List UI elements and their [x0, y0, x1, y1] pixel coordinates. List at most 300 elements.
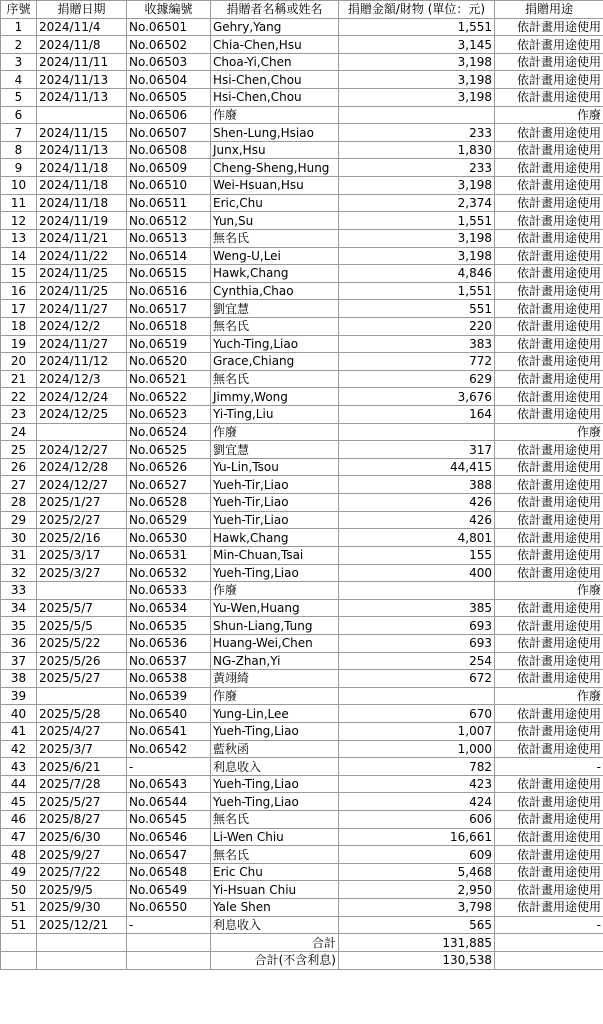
- cell-date: 2024/11/13: [37, 71, 127, 89]
- cell-seq: 10: [1, 177, 37, 195]
- cell-date: 2025/12/21: [37, 916, 127, 934]
- cell-usage: 作廢: [495, 423, 603, 441]
- cell-seq: 3: [1, 53, 37, 71]
- cell-date: 2024/11/18: [37, 177, 127, 195]
- cell-date: 2024/11/11: [37, 53, 127, 71]
- cell-seq: 17: [1, 300, 37, 318]
- cell-usage: 作廢: [495, 106, 603, 124]
- cell-amount: 423: [339, 775, 495, 793]
- cell-seq: 4: [1, 71, 37, 89]
- cell-receipt: No.06512: [127, 212, 211, 230]
- cell-usage: 依計畫用途使用: [495, 229, 603, 247]
- table-row: [1, 811, 603, 829]
- cell-usage: 作廢: [495, 582, 603, 600]
- table-row: [1, 353, 603, 371]
- cell-receipt: No.06505: [127, 89, 211, 107]
- cell-seq: 49: [1, 863, 37, 881]
- cell-seq: 25: [1, 441, 37, 459]
- table-row: [1, 722, 603, 740]
- cell-donor: NG-Zhan,Yi: [211, 652, 339, 670]
- cell-usage: 依計畫用途使用: [495, 863, 603, 881]
- cell-donor: Hsi-Chen,Chou: [211, 89, 339, 107]
- cell-seq: 32: [1, 564, 37, 582]
- empty-cell: [1, 951, 37, 969]
- cell-donor: Min-Chuan,Tsai: [211, 546, 339, 564]
- cell-seq: 33: [1, 582, 37, 600]
- cell-seq: 46: [1, 811, 37, 829]
- cell-date: 2024/11/13: [37, 89, 127, 107]
- cell-date: 2024/12/27: [37, 476, 127, 494]
- table-row: [1, 335, 603, 353]
- cell-seq: 35: [1, 617, 37, 635]
- cell-receipt: No.06550: [127, 899, 211, 917]
- cell-amount: 3,198: [339, 71, 495, 89]
- cell-receipt: No.06541: [127, 722, 211, 740]
- cell-date: 2025/6/30: [37, 828, 127, 846]
- cell-donor: Yu-Wen,Huang: [211, 599, 339, 617]
- cell-amount: 3,198: [339, 229, 495, 247]
- cell-donor: 作廢: [211, 423, 339, 441]
- header-seq: 序號: [1, 1, 37, 19]
- cell-amount: 3,198: [339, 53, 495, 71]
- table-row: [1, 863, 603, 881]
- cell-receipt: No.06503: [127, 53, 211, 71]
- cell-amount: 424: [339, 793, 495, 811]
- cell-receipt: No.06522: [127, 388, 211, 406]
- table-row: [1, 265, 603, 283]
- cell-amount: 3,198: [339, 177, 495, 195]
- cell-donor: Jimmy,Wong: [211, 388, 339, 406]
- cell-usage: 依計畫用途使用: [495, 317, 603, 335]
- cell-receipt: No.06535: [127, 617, 211, 635]
- cell-amount: 3,798: [339, 899, 495, 917]
- cell-usage: 依計畫用途使用: [495, 194, 603, 212]
- cell-date: 2025/5/28: [37, 705, 127, 723]
- cell-date: 2024/12/27: [37, 441, 127, 459]
- cell-seq: 12: [1, 212, 37, 230]
- table-row: [1, 229, 603, 247]
- cell-donor: Yung-Lin,Lee: [211, 705, 339, 723]
- cell-seq: 50: [1, 881, 37, 899]
- cell-seq: 43: [1, 758, 37, 776]
- cell-amount: 609: [339, 846, 495, 864]
- cell-date: [37, 106, 127, 124]
- empty-cell: [495, 951, 603, 969]
- cell-receipt: No.06513: [127, 229, 211, 247]
- cell-date: 2025/5/5: [37, 617, 127, 635]
- cell-amount: 233: [339, 124, 495, 142]
- cell-donor: Wei-Hsuan,Hsu: [211, 177, 339, 195]
- cell-receipt: No.06501: [127, 18, 211, 36]
- cell-receipt: No.06540: [127, 705, 211, 723]
- cell-date: 2025/7/28: [37, 775, 127, 793]
- cell-amount: 388: [339, 476, 495, 494]
- cell-usage: 依計畫用途使用: [495, 617, 603, 635]
- table-row: [1, 89, 603, 107]
- cell-date: 2024/11/25: [37, 265, 127, 283]
- cell-date: 2025/2/27: [37, 511, 127, 529]
- table-row: [1, 423, 603, 441]
- cell-usage: 依計畫用途使用: [495, 881, 603, 899]
- cell-seq: 44: [1, 775, 37, 793]
- cell-amount: 385: [339, 599, 495, 617]
- cell-date: 2025/3/7: [37, 740, 127, 758]
- table-row: [1, 124, 603, 142]
- table-row: [1, 546, 603, 564]
- table-row: [1, 775, 603, 793]
- table-row: [1, 899, 603, 917]
- cell-receipt: No.06548: [127, 863, 211, 881]
- cell-donor: Yi-Hsuan Chiu: [211, 881, 339, 899]
- cell-donor: Gehry,Yang: [211, 18, 339, 36]
- cell-usage: 依計畫用途使用: [495, 828, 603, 846]
- cell-receipt: No.06527: [127, 476, 211, 494]
- cell-usage: 依計畫用途使用: [495, 159, 603, 177]
- cell-seq: 38: [1, 670, 37, 688]
- cell-donor: Yuch-Ting,Liao: [211, 335, 339, 353]
- cell-donor: 無名氏: [211, 229, 339, 247]
- cell-date: 2025/2/16: [37, 529, 127, 547]
- cell-usage: 依計畫用途使用: [495, 846, 603, 864]
- cell-date: 2025/5/26: [37, 652, 127, 670]
- cell-seq: 21: [1, 370, 37, 388]
- table-row: [1, 740, 603, 758]
- cell-date: 2024/12/25: [37, 406, 127, 424]
- cell-date: 2025/5/22: [37, 634, 127, 652]
- table-row: [1, 159, 603, 177]
- total-amount: 130,538: [339, 951, 495, 969]
- cell-date: 2025/4/27: [37, 722, 127, 740]
- cell-receipt: No.06518: [127, 317, 211, 335]
- cell-donor: Yueh-Tir,Liao: [211, 511, 339, 529]
- cell-donor: Hawk,Chang: [211, 265, 339, 283]
- empty-cell: [127, 934, 211, 952]
- cell-donor: 黃翊綺: [211, 670, 339, 688]
- cell-date: 2024/11/27: [37, 335, 127, 353]
- cell-receipt: No.06515: [127, 265, 211, 283]
- total-row: [1, 951, 603, 969]
- table-row: [1, 141, 603, 159]
- table-row: [1, 388, 603, 406]
- cell-amount: 426: [339, 511, 495, 529]
- cell-receipt: No.06536: [127, 634, 211, 652]
- cell-amount: 1,000: [339, 740, 495, 758]
- cell-seq: 27: [1, 476, 37, 494]
- cell-seq: 51: [1, 899, 37, 917]
- cell-amount: 233: [339, 159, 495, 177]
- cell-usage: 依計畫用途使用: [495, 775, 603, 793]
- cell-usage: 作廢: [495, 687, 603, 705]
- cell-receipt: No.06538: [127, 670, 211, 688]
- cell-receipt: No.06534: [127, 599, 211, 617]
- cell-seq: 19: [1, 335, 37, 353]
- cell-date: 2025/7/22: [37, 863, 127, 881]
- table-row: [1, 634, 603, 652]
- cell-date: 2024/11/27: [37, 300, 127, 318]
- cell-amount: 551: [339, 300, 495, 318]
- cell-amount: 672: [339, 670, 495, 688]
- cell-usage: 依計畫用途使用: [495, 36, 603, 54]
- cell-usage: 依計畫用途使用: [495, 370, 603, 388]
- cell-receipt: No.06526: [127, 458, 211, 476]
- cell-seq: 13: [1, 229, 37, 247]
- cell-usage: 依計畫用途使用: [495, 335, 603, 353]
- cell-amount: 426: [339, 494, 495, 512]
- cell-receipt: No.06521: [127, 370, 211, 388]
- cell-amount: 629: [339, 370, 495, 388]
- cell-receipt: No.06529: [127, 511, 211, 529]
- cell-donor: Cheng-Sheng,Hung: [211, 159, 339, 177]
- cell-amount: 3,145: [339, 36, 495, 54]
- table-row: [1, 194, 603, 212]
- header-usage: 捐贈用途: [495, 1, 603, 19]
- cell-date: 2025/9/30: [37, 899, 127, 917]
- cell-amount: 155: [339, 546, 495, 564]
- cell-date: 2024/11/15: [37, 124, 127, 142]
- cell-usage: 依計畫用途使用: [495, 282, 603, 300]
- cell-donor: 作廢: [211, 106, 339, 124]
- total-row: [1, 934, 603, 952]
- cell-receipt: No.06506: [127, 106, 211, 124]
- cell-receipt: No.06523: [127, 406, 211, 424]
- cell-receipt: No.06525: [127, 441, 211, 459]
- table-row: [1, 441, 603, 459]
- cell-amount: 383: [339, 335, 495, 353]
- cell-seq: 40: [1, 705, 37, 723]
- cell-receipt: No.06532: [127, 564, 211, 582]
- table-row: [1, 828, 603, 846]
- table-row: [1, 406, 603, 424]
- table-row: [1, 793, 603, 811]
- cell-usage: 依計畫用途使用: [495, 247, 603, 265]
- cell-amount: 4,846: [339, 265, 495, 283]
- cell-amount: [339, 106, 495, 124]
- cell-seq: 41: [1, 722, 37, 740]
- cell-seq: 26: [1, 458, 37, 476]
- cell-receipt: No.06545: [127, 811, 211, 829]
- cell-date: [37, 687, 127, 705]
- table-row: [1, 106, 603, 124]
- cell-receipt: No.06510: [127, 177, 211, 195]
- cell-amount: 772: [339, 353, 495, 371]
- cell-seq: 37: [1, 652, 37, 670]
- cell-usage: 依計畫用途使用: [495, 18, 603, 36]
- table-row: [1, 300, 603, 318]
- cell-amount: 4,801: [339, 529, 495, 547]
- cell-donor: 藍秋函: [211, 740, 339, 758]
- total-amount: 131,885: [339, 934, 495, 952]
- cell-amount: 254: [339, 652, 495, 670]
- cell-date: 2024/11/22: [37, 247, 127, 265]
- table-row: [1, 212, 603, 230]
- cell-amount: 1,007: [339, 722, 495, 740]
- cell-donor: 利息收入: [211, 758, 339, 776]
- cell-donor: Li-Wen Chiu: [211, 828, 339, 846]
- table-row: [1, 494, 603, 512]
- cell-amount: [339, 687, 495, 705]
- header-donor: 捐贈者名稱或姓名: [211, 1, 339, 19]
- cell-usage: 依計畫用途使用: [495, 634, 603, 652]
- cell-receipt: No.06539: [127, 687, 211, 705]
- cell-donor: 無名氏: [211, 846, 339, 864]
- header-receipt: 收據編號: [127, 1, 211, 19]
- cell-amount: 606: [339, 811, 495, 829]
- empty-cell: [127, 951, 211, 969]
- cell-date: 2024/11/18: [37, 159, 127, 177]
- table-body: [1, 18, 603, 934]
- cell-amount: 670: [339, 705, 495, 723]
- cell-usage: 依計畫用途使用: [495, 300, 603, 318]
- cell-donor: 無名氏: [211, 811, 339, 829]
- cell-usage: -: [495, 758, 603, 776]
- cell-amount: 164: [339, 406, 495, 424]
- cell-seq: 39: [1, 687, 37, 705]
- cell-seq: 36: [1, 634, 37, 652]
- cell-amount: 317: [339, 441, 495, 459]
- total-label: 合計(不含利息): [211, 951, 339, 969]
- cell-usage: 依計畫用途使用: [495, 811, 603, 829]
- cell-usage: 依計畫用途使用: [495, 353, 603, 371]
- cell-seq: 5: [1, 89, 37, 107]
- cell-date: 2024/12/24: [37, 388, 127, 406]
- cell-receipt: No.06542: [127, 740, 211, 758]
- cell-amount: 5,468: [339, 863, 495, 881]
- cell-donor: Cynthia,Chao: [211, 282, 339, 300]
- cell-date: 2024/11/19: [37, 212, 127, 230]
- cell-donor: 無名氏: [211, 317, 339, 335]
- cell-usage: 依計畫用途使用: [495, 652, 603, 670]
- cell-amount: [339, 582, 495, 600]
- cell-date: 2024/11/25: [37, 282, 127, 300]
- cell-seq: 9: [1, 159, 37, 177]
- cell-donor: Shen-Lung,Hsiao: [211, 124, 339, 142]
- cell-seq: 22: [1, 388, 37, 406]
- cell-receipt: No.06508: [127, 141, 211, 159]
- cell-date: 2024/11/21: [37, 229, 127, 247]
- cell-date: 2024/11/18: [37, 194, 127, 212]
- cell-donor: 劉宜慧: [211, 441, 339, 459]
- table-row: [1, 476, 603, 494]
- table-row: [1, 71, 603, 89]
- table-row: [1, 705, 603, 723]
- cell-receipt: No.06511: [127, 194, 211, 212]
- cell-usage: 依計畫用途使用: [495, 89, 603, 107]
- cell-receipt: No.06524: [127, 423, 211, 441]
- cell-receipt: No.06547: [127, 846, 211, 864]
- header-row: [1, 1, 603, 19]
- cell-amount: 400: [339, 564, 495, 582]
- cell-seq: 34: [1, 599, 37, 617]
- table-row: [1, 617, 603, 635]
- table-row: [1, 458, 603, 476]
- cell-seq: 51: [1, 916, 37, 934]
- cell-receipt: No.06520: [127, 353, 211, 371]
- table-row: [1, 53, 603, 71]
- cell-receipt: No.06519: [127, 335, 211, 353]
- cell-donor: Yueh-Ting,Liao: [211, 775, 339, 793]
- header-date: 捐贈日期: [37, 1, 127, 19]
- cell-usage: 依計畫用途使用: [495, 899, 603, 917]
- cell-seq: 20: [1, 353, 37, 371]
- cell-amount: 693: [339, 634, 495, 652]
- table-row: [1, 652, 603, 670]
- cell-seq: 23: [1, 406, 37, 424]
- table-row: [1, 670, 603, 688]
- cell-seq: 45: [1, 793, 37, 811]
- cell-amount: 3,198: [339, 89, 495, 107]
- cell-donor: 作廢: [211, 582, 339, 600]
- cell-receipt: No.06546: [127, 828, 211, 846]
- cell-date: 2024/12/2: [37, 317, 127, 335]
- empty-cell: [1, 934, 37, 952]
- table-row: [1, 370, 603, 388]
- cell-receipt: No.06530: [127, 529, 211, 547]
- cell-date: 2024/11/4: [37, 18, 127, 36]
- cell-donor: Yun,Su: [211, 212, 339, 230]
- cell-usage: 依計畫用途使用: [495, 494, 603, 512]
- cell-seq: 24: [1, 423, 37, 441]
- cell-usage: 依計畫用途使用: [495, 476, 603, 494]
- cell-seq: 1: [1, 18, 37, 36]
- cell-usage: 依計畫用途使用: [495, 511, 603, 529]
- cell-amount: 1,551: [339, 282, 495, 300]
- cell-usage: 依計畫用途使用: [495, 529, 603, 547]
- table-row: [1, 564, 603, 582]
- cell-receipt: No.06528: [127, 494, 211, 512]
- cell-receipt: No.06514: [127, 247, 211, 265]
- table-row: [1, 529, 603, 547]
- empty-cell: [495, 934, 603, 952]
- cell-usage: 依計畫用途使用: [495, 71, 603, 89]
- table-row: [1, 18, 603, 36]
- cell-amount: 2,374: [339, 194, 495, 212]
- cell-donor: Eric,Chu: [211, 194, 339, 212]
- cell-usage: 依計畫用途使用: [495, 740, 603, 758]
- cell-usage: 依計畫用途使用: [495, 265, 603, 283]
- cell-donor: Huang-Wei,Chen: [211, 634, 339, 652]
- cell-donor: Yueh-Ting,Liao: [211, 564, 339, 582]
- cell-donor: Eric Chu: [211, 863, 339, 881]
- cell-amount: 3,676: [339, 388, 495, 406]
- cell-donor: Hsi-Chen,Chou: [211, 71, 339, 89]
- cell-donor: Yi-Ting,Liu: [211, 406, 339, 424]
- cell-donor: Shun-Liang,Tung: [211, 617, 339, 635]
- cell-receipt: -: [127, 916, 211, 934]
- cell-date: [37, 582, 127, 600]
- cell-donor: Yu-Lin,Tsou: [211, 458, 339, 476]
- table-footer: [1, 934, 603, 969]
- cell-seq: 48: [1, 846, 37, 864]
- table-row: [1, 247, 603, 265]
- cell-usage: 依計畫用途使用: [495, 406, 603, 424]
- table-row: [1, 36, 603, 54]
- cell-receipt: -: [127, 758, 211, 776]
- cell-seq: 2: [1, 36, 37, 54]
- cell-amount: 3,198: [339, 247, 495, 265]
- cell-seq: 7: [1, 124, 37, 142]
- cell-date: 2025/6/21: [37, 758, 127, 776]
- cell-date: [37, 423, 127, 441]
- cell-usage: 依計畫用途使用: [495, 141, 603, 159]
- cell-usage: 依計畫用途使用: [495, 670, 603, 688]
- cell-seq: 16: [1, 282, 37, 300]
- table-row: [1, 177, 603, 195]
- cell-date: 2025/5/27: [37, 793, 127, 811]
- cell-date: 2025/3/17: [37, 546, 127, 564]
- cell-amount: 1,830: [339, 141, 495, 159]
- empty-cell: [37, 951, 127, 969]
- cell-date: 2025/9/27: [37, 846, 127, 864]
